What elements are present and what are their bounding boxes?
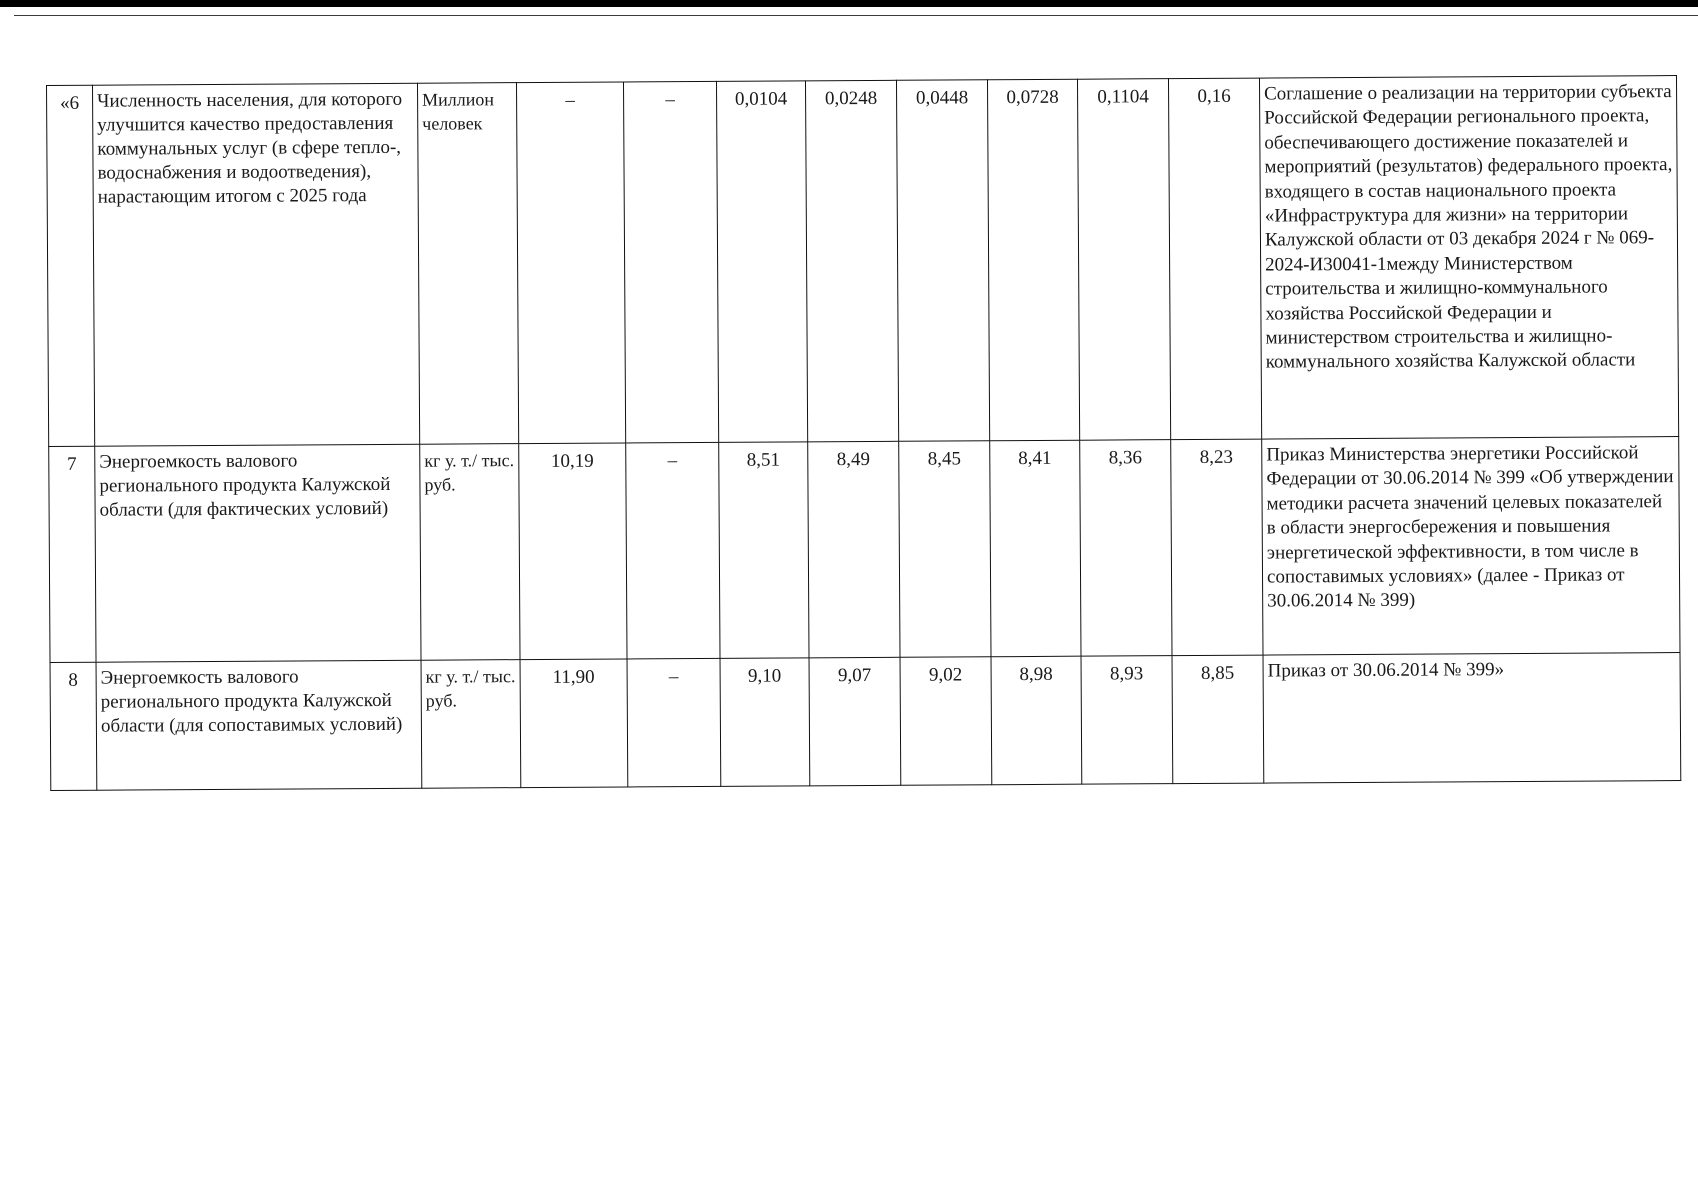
base-value-cell: 10,19 xyxy=(519,443,627,660)
value-cell: 8,85 xyxy=(1172,655,1264,784)
table-row xyxy=(50,653,1681,791)
indicator-name: Численность населения, для которого улучшится качество предоставления коммунальных услуг (в сфере тепло-, водоснабжения и водоотведения), нарастающим итогом с 2025 года xyxy=(93,83,420,446)
unit-cell: кг у. т./ тыс. руб. xyxy=(420,444,520,661)
value-cell: 0,0728 xyxy=(987,79,1079,441)
value-cell: 9,07 xyxy=(809,657,901,786)
value-cell: – xyxy=(623,81,718,443)
source-document-cell: Соглашение о реализации на территории субъекта Российской Федерации регионального проекта, обеспечивающего достижение показателей и мероприятий (результатов) федерального проекта, входящего в состав национального проекта «Инфраструктура для жизни» на территории Калужской области от 03 декабря 2024 г № 069-2024-И30041-1между Министерством строительства и жилищно-коммунального хозяйства Российской Федерации и министерством строительства и жилищно-коммунального хозяйства Калужской области xyxy=(1259,76,1678,440)
table-row xyxy=(47,76,1679,447)
unit-cell: Миллион человек xyxy=(417,83,518,445)
value-cell: 9,02 xyxy=(900,657,992,786)
value-cell: – xyxy=(626,442,720,659)
value-cell: 0,1104 xyxy=(1077,79,1170,441)
value-cell: 9,10 xyxy=(720,658,810,787)
source-document-cell: Приказ Министерства энергетики Российской Федерации от 30.06.2014 № 399 «Об утверждении методики расчета значений целевых показателей в области энергосбережения и повышения энергетической эффективности, в том числе в сопоставимых условиях» (далее - Приказ от 30.06.2014 № 399) xyxy=(1262,437,1680,656)
value-cell: 0,16 xyxy=(1168,78,1261,440)
base-value-cell: – xyxy=(516,82,625,444)
value-cell: – xyxy=(627,658,721,787)
value-cell: 0,0248 xyxy=(805,80,898,442)
table-row xyxy=(49,437,1680,663)
indicator-name: Энергоемкость валового регионального продукта Калужской области (для фактических условий) xyxy=(95,444,421,662)
base-value-cell: 11,90 xyxy=(520,659,628,788)
unit-cell: кг у. т./ тыс. руб. xyxy=(421,660,521,789)
value-cell: 0,0104 xyxy=(716,81,807,443)
value-cell: 8,41 xyxy=(990,440,1081,657)
scan-top-rule xyxy=(14,15,1698,16)
value-cell: 8,36 xyxy=(1080,440,1172,657)
value-cell: 8,45 xyxy=(899,441,991,658)
scan-top-border xyxy=(0,0,1698,7)
row-number: 7 xyxy=(49,446,96,662)
value-cell: 8,93 xyxy=(1081,656,1173,785)
indicator-name: Энергоемкость валового регионального продукта Калужской области (для сопоставимых условий) xyxy=(96,660,422,790)
value-cell: 8,98 xyxy=(991,656,1082,785)
value-cell: 8,49 xyxy=(808,441,900,658)
indicators-table xyxy=(46,75,1681,791)
value-cell: 0,0448 xyxy=(896,80,989,442)
row-number: «6 xyxy=(47,85,95,446)
value-cell: 8,51 xyxy=(719,442,809,659)
source-document-cell: Приказ от 30.06.2014 № 399» xyxy=(1263,653,1681,784)
value-cell: 8,23 xyxy=(1171,439,1263,656)
row-number: 8 xyxy=(50,662,97,790)
